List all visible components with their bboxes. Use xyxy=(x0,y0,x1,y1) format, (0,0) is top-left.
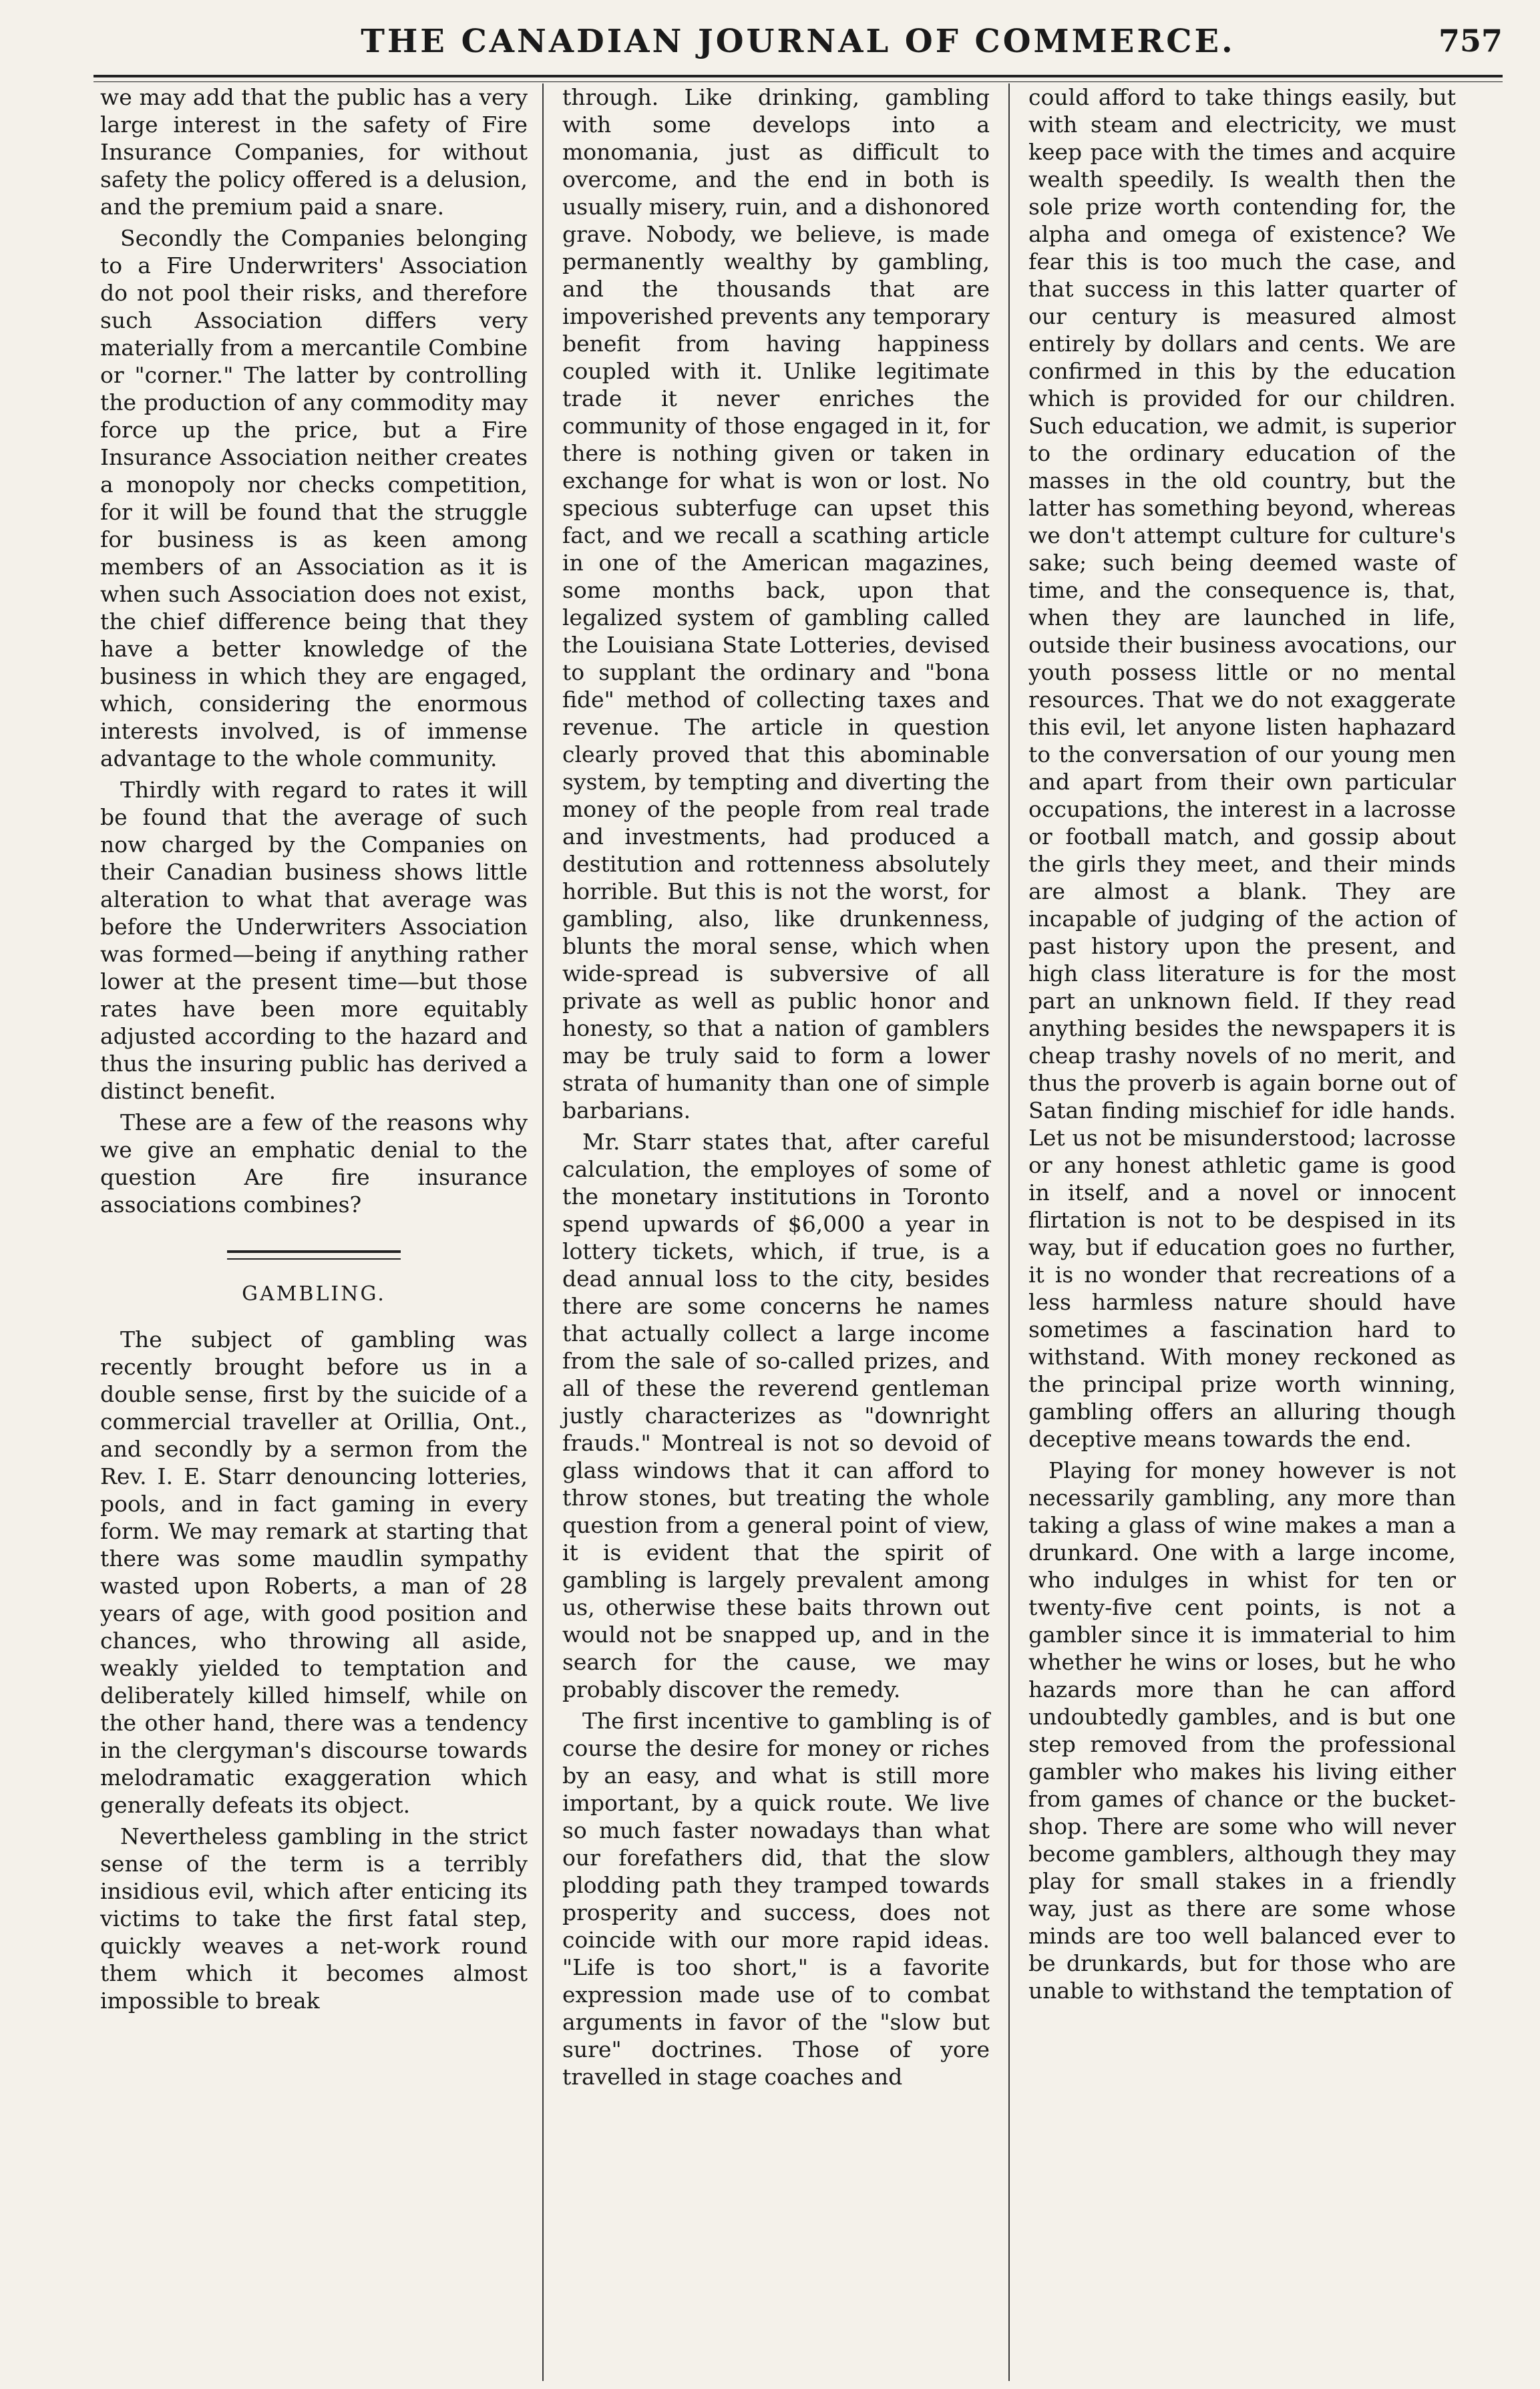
section-divider xyxy=(227,1250,401,1260)
column-2 xyxy=(562,83,990,2094)
column-3 xyxy=(1028,83,1456,2008)
paragraph: could afford to take things easily, but with steam and electricity, we must keep pace with the times and acquire wealth speedily. Is wealth then the sole prize worth contending for, the alpha and omega of existence? We fear this is too much the case, and that success in this latter quarter of our century is measured almost entirely by dollars and cents. We are confirmed in this by the education which is provided for our children. Such education, we admit, is superior to the ordinary education of the masses in the old country, but the latter has something beyond, whereas we don't attempt culture for culture's sake; such being deemed waste of time, and the consequence is, that, when they are launched in life, outside their business avocations, our youth possess little or no mental resources. That we do not exaggerate this evil, let anyone listen haphazard to the conversation of our young men and apart from their own particular occupations, the interest in a lacrosse or football match, and gossip about the girls they meet, and their minds are almost a blank. They are incapable of judging of the action of past history upon the present, and high class literature is for the most part an unknown field. If they read anything besides the newspapers it is cheap trashy novels of no merit, and thus the proverb is again borne out of Satan finding mischief for idle hands. Let us not be misunderstood; lacrosse or any honest athletic game is good in itself, and a novel or innocent flirtation is not to be despised in its way, but if education goes no further, it is no wonder that recreations of a less harmless nature should have sometimes a fascination hard to withstand. With money reckoned as the principal prize worth winning, gambling offers an alluring though deceptive means towards the end. xyxy=(1028,84,1456,1452)
paragraph: Nevertheless gambling in the strict sense of the term is a terribly insidious evil, which after enticing its victims to take the first fatal step, quickly weaves a net-work round them which it becomes almost impossible to break xyxy=(100,1823,528,2014)
paragraph: we may add that the public has a very large interest in the safety of Fire Insurance Companies, for without safety the policy offered is a delusion, and the premium paid a snare. xyxy=(100,84,528,220)
paragraph: The first incentive to gambling is of course the desire for money or riches by an easy, and what is still more important, by a quick route. We live so much faster nowadays than what our forefathers did, that the slow plodding path they tramped towards prosperity and success, does not coincide with our more rapid ideas. "Life is too short," is a favorite expression made use of to combat arguments in favor of the "slow but sure" doctrines. Those of yore travelled in stage coaches and xyxy=(562,1708,990,2090)
column-separator xyxy=(1008,83,1010,2381)
column-separator xyxy=(542,83,544,2381)
section-heading: GAMBLING. xyxy=(242,1282,386,1306)
paragraph: Thirdly with regard to rates it will be found that the average of such now charged by the Companies on their Canadian business shows little alteration to what that average was before the Underwriters Association was formed—being if anything rather lower at the present time—but those rates have been more equitably adjusted according to the hazard and thus the insuring public has derived a distinct benefit. xyxy=(100,777,528,1104)
header-rule xyxy=(93,75,1503,82)
page-number: 757 xyxy=(1438,23,1503,59)
journal-title: THE CANADIAN JOURNAL OF COMMERCE. xyxy=(361,23,1235,60)
paragraph: The subject of gambling was recently brought before us in a double sense, first by the suicide of a commercial traveller at Orillia, Ont., and secondly by a sermon from the Rev. I. E. Starr denouncing lotteries, pools, and in fact gaming in every form. We may remark at starting that there was some maudlin sympathy wasted upon Roberts, a man of 28 years of age, with good position and chances, who throwing all aside, weakly yielded to temptation and deliberately killed himself, while on the other hand, there was a tendency in the clergyman's discourse towards melodramatic exaggeration which generally defeats its object. xyxy=(100,1326,528,1818)
paragraph: through. Like drinking, gambling with some develops into a monomania, just as difficult to overcome, and the end in both is usually misery, ruin, and a dishonored grave. Nobody, we believe, is made permanently wealthy by gambling, and the thousands that are impoverished prevents any temporary benefit from having happiness coupled with it. Unlike legitimate trade it never enriches the community of those engaged in it, for there is nothing given or taken in exchange for what is won or lost. No specious subterfuge can upset this fact, and we recall a scathing article in one of the American magazines, some months back, upon that legalized system of gambling called the Louisiana State Lotteries, devised to supplant the ordinary and "bona fide" method of collecting taxes and revenue. The article in question clearly proved that this abominable system, by tempting and diverting the money of the people from real trade and investments, had produced a destitution and rottenness absolutely horrible. But this is not the worst, for gambling, also, like drunkenness, blunts the moral sense, which when wide-spread is subversive of all private as well as public honor and honesty, so that a nation of gamblers may be truly said to form a lower strata of humanity than one of simple barbarians. xyxy=(562,84,990,1123)
page-header xyxy=(93,23,1503,69)
paragraph: Mr. Starr states that, after careful calculation, the employes of some of the monetary institutions in Toronto spend upwards of $6,000 a year in lottery tickets, which, if true, is a dead annual loss to the city, besides there are some concerns he names that actually collect a large income from the sale of so-called prizes, and all of these the reverend gentleman justly characterizes as "downright frauds." Montreal is not so devoid of glass windows that it can afford to throw stones, but treating the whole question from a general point of view, it is evident that the spirit of gambling is largely prevalent among us, otherwise these baits thrown out would not be snapped up, and in the search for the cause, we may probably discover the remedy. xyxy=(562,1129,990,1702)
column-1 xyxy=(100,83,528,2018)
paragraph: Playing for money however is not necessarily gambling, any more than taking a glass of wine makes a man a drunkard. One with a large income, who indulges in whist for ten or twenty-five cent points, is not a gambler since it is immaterial to him whether he wins or loses, but he who hazards more than he can afford undoubtedly gambles, and is but one step removed from the professional gambler who makes his living either from games of chance or the bucket-shop. There are some who will never become gamblers, although they may play for small stakes in a friendly way, just as there are some whose minds are too well balanced ever to be drunkards, but for those who are unable to withstand the temptation of xyxy=(1028,1457,1456,2004)
paragraph: These are a few of the reasons why we give an emphatic denial to the question Are fire insurance associations combines? xyxy=(100,1109,528,1218)
paragraph: Secondly the Companies belonging to a Fire Underwriters' Association do not pool their risks, and therefore such Association differs very materially from a mercantile Combine or "corner." The latter by controlling the production of any commodity may force up the price, but a Fire Insurance Association neither creates a monopoly nor checks competition, for it will be found that the struggle for business is as keen among members of an Association as it is when such Association does not exist, the chief difference being that they have a better knowledge of the business in which they are engaged, which, considering the enormous interests involved, is of immense advantage to the whole community. xyxy=(100,225,528,771)
